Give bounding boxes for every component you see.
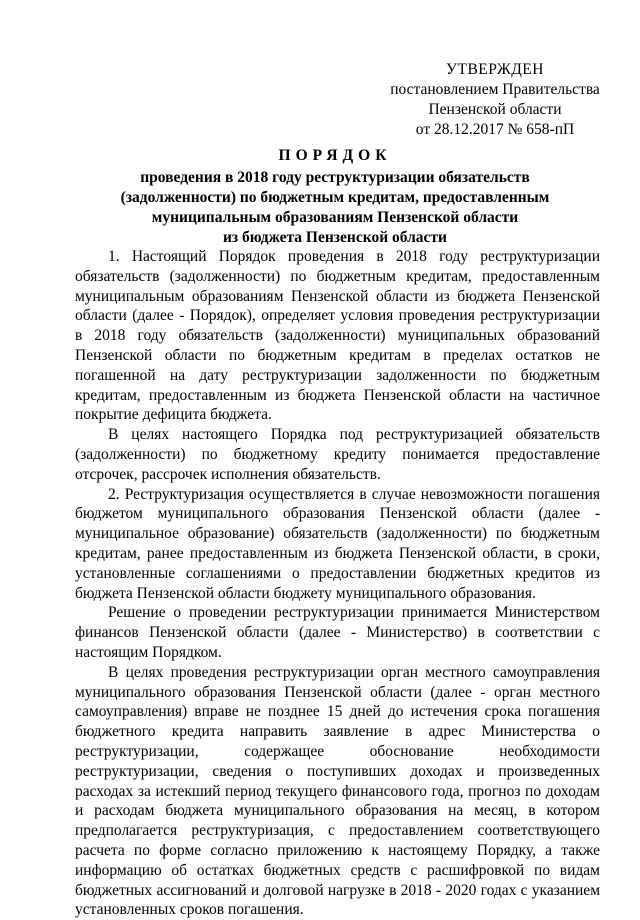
- approval-line-region: Пензенской области: [428, 101, 562, 118]
- document-body: [75, 247, 600, 920]
- document-title-block: [70, 146, 600, 248]
- approval-stamp: [360, 60, 630, 140]
- approval-heading: УТВЕРЖДЕН: [446, 61, 544, 78]
- paragraph-5: В целях проведения реструктуризации орган местного самоуправления муниципального образования Пензенской области (далее - орган местного самоуправления) вправе не позднее 15 дней до истечения срока погашения бюджетного кредита направить заявление в адрес Министерства о реструктуризации, содержащее обоснование необходимости реструктуризации, сведения о поступивших доходах и произведенных расходах за истекший период текущего финансового года, прогноз по доходам и расходам бюджета муниципального образования на месяц, в котором предполагается реструктуризация, с предоставлением соответствующего расчета по форме согласно приложению к настоящему Порядку, а также информацию об остатках бюджетных средств с расшифровкой по видам бюджетных ассигнований и долговой нагрузке в 2018 - 2020 годах с указанием установленных сроков погашения.: [75, 663, 600, 919]
- approval-line-date-number: от 28.12.2017 № 658-пП: [415, 121, 575, 138]
- document-subtitle-line-1: проведения в 2018 году реструктуризации обязательств: [140, 169, 530, 186]
- document-subtitle-line-4: из бюджета Пензенской области: [223, 229, 447, 246]
- paragraph-2: В целях настоящего Порядка под реструктуризацией обязательств (задолженности) по бюджетному кредиту понимается предоставление отсрочек, рассрочек исполнения обязательств.: [75, 426, 600, 483]
- document-subtitle-line-3: муниципальным образованиям Пензенской области: [151, 209, 519, 226]
- paragraph-4: Решение о проведении реструктуризации принимается Министерством финансов Пензенской области (далее - Министерство) в соответствии с настоящим Порядком.: [75, 604, 600, 661]
- document-subtitle-line-2: (задолженности) по бюджетным кредитам, предоставленным: [120, 189, 550, 206]
- document-title: ПОРЯДОК: [278, 147, 392, 164]
- paragraph-1: 1. Настоящий Порядок проведения в 2018 году реструктуризации обязательств (задолженности) по бюджетным кредитам, предоставленным муниципальным образованиям Пензенской области из бюджета Пензенской области (далее - Порядок), определяет условия проведения реструктуризации в 2018 году обязательств (задолженности) муниципальных образований Пензенской области по бюджетным кредитам в пределах остатков не погашенной на дату реструктуризации задолженности по бюджетным кредитам, предоставленным из бюджета Пензенской области на частичное покрытие дефицита бюджета.: [75, 248, 600, 424]
- paragraph-3: 2. Реструктуризация осуществляется в случае невозможности погашения бюджетом муниципального образования Пензенской области (далее - муниципальное образование) обязательств (задолженности) по бюджетным кредитам, ранее предоставленным из бюджета Пензенской области, в сроки, установленные соглашениями о предоставлении бюджетных кредитов из бюджета Пензенской области бюджету муниципального образования.: [75, 485, 600, 602]
- approval-line-resolution: постановлением Правительства: [390, 81, 600, 98]
